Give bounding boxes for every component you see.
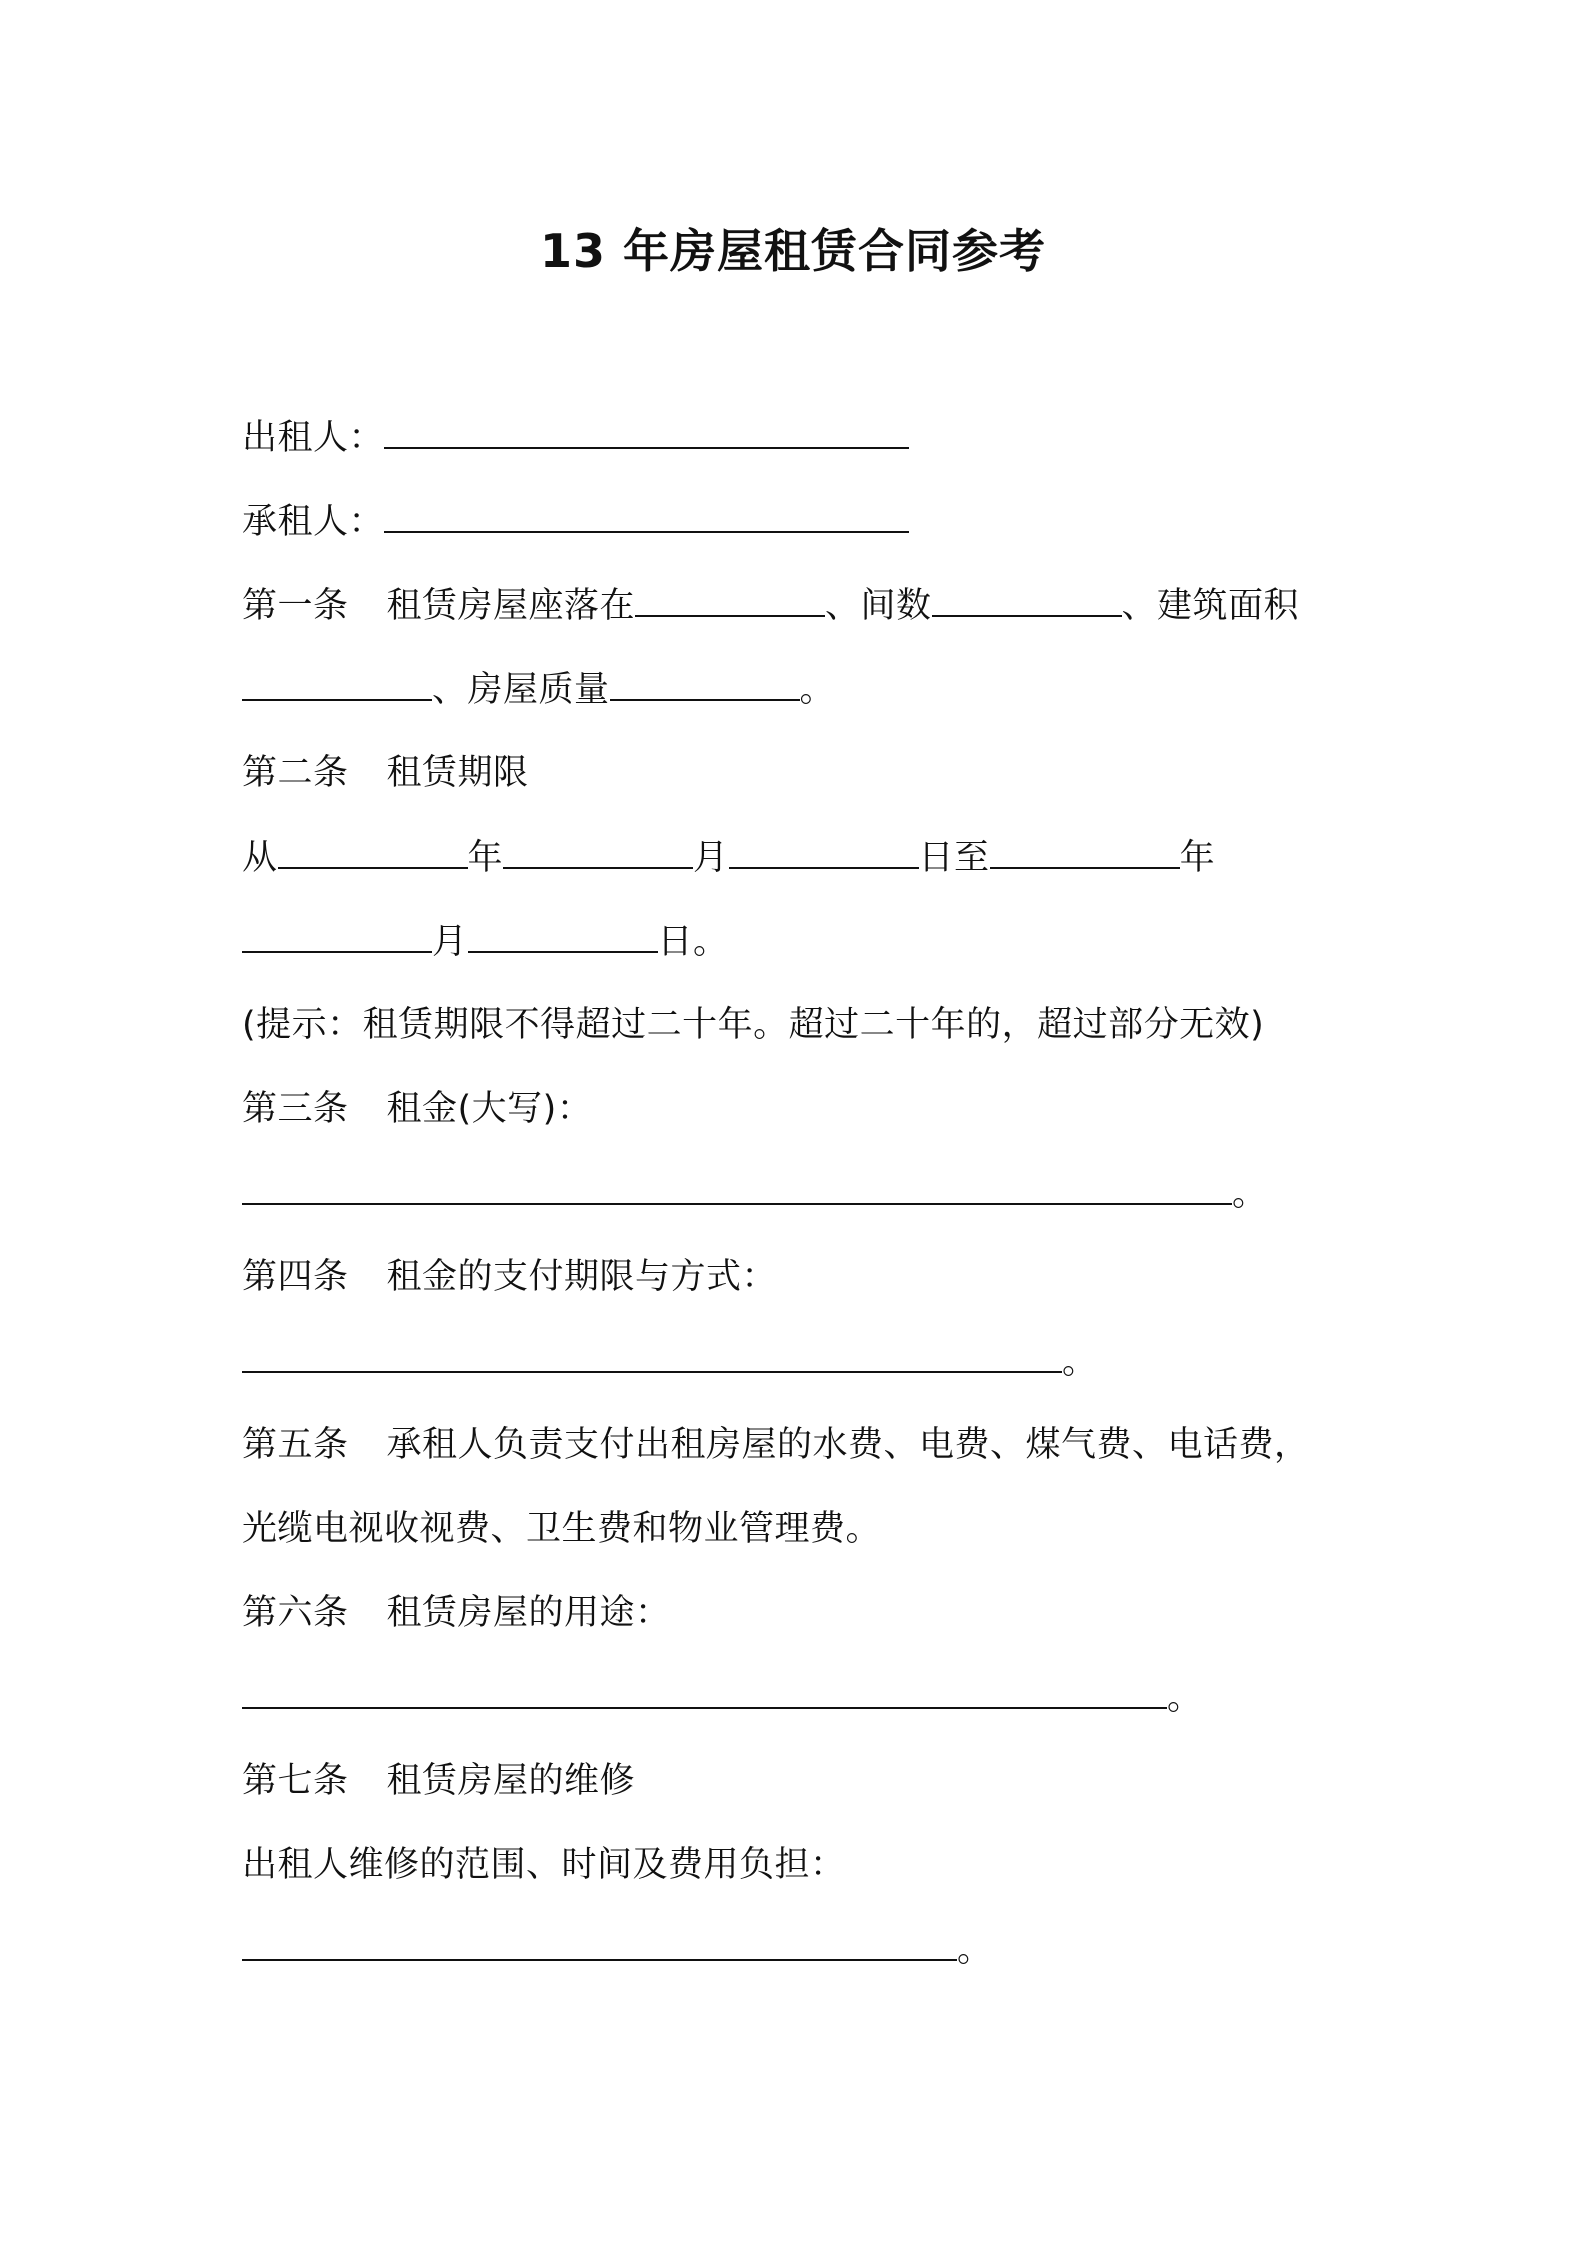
start-year-blank[interactable] — [278, 833, 468, 869]
article-1-end-mark: 。 — [799, 670, 836, 710]
end-year-blank[interactable] — [990, 833, 1180, 869]
article-7-end-mark: 。 — [957, 1930, 993, 1970]
repair-terms-blank[interactable] — [242, 1925, 957, 1961]
location-blank[interactable] — [635, 581, 825, 617]
article-3-end-mark: 。 — [1232, 1174, 1268, 1214]
article-4-line-2 — [242, 1337, 1098, 1386]
article-2-line-1 — [242, 749, 529, 797]
article-1-heading: 第一条 — [242, 586, 349, 626]
article-6-line-2 — [242, 1673, 1203, 1722]
article-1-line-2 — [242, 665, 835, 714]
usage-blank[interactable] — [242, 1673, 1167, 1709]
article-6-end-mark: 。 — [1167, 1678, 1203, 1718]
article-6-title: 租赁房屋的用途： — [386, 1593, 671, 1633]
article-4-end-mark: 。 — [1062, 1342, 1098, 1382]
rent-amount-blank[interactable] — [242, 1169, 1232, 1205]
article-3-line-2 — [242, 1169, 1268, 1218]
payment-terms-blank[interactable] — [242, 1337, 1062, 1373]
lessee-blank[interactable] — [384, 497, 909, 533]
start-month-blank[interactable] — [503, 833, 693, 869]
article-2-heading: 第二条 — [242, 753, 349, 793]
article-1-rooms-label: 、间数 — [825, 586, 932, 626]
document-title: 13 年房屋租赁合同参考 — [539, 224, 1047, 278]
area-blank[interactable] — [242, 665, 432, 701]
article-5-line-1 — [242, 1421, 1310, 1469]
article-7-heading: 第七条 — [242, 1761, 349, 1801]
article-1-location-label: 租赁房屋座落在 — [386, 586, 636, 626]
article-5-line-2: 光缆电视收视费、卫生费和物业管理费。 — [242, 1509, 882, 1549]
article-1-line-1 — [242, 581, 1299, 630]
month-label: 月 — [693, 838, 729, 878]
year-label: 年 — [467, 838, 504, 878]
month-label-2: 月 — [432, 922, 468, 962]
article-1-quality-label: 、房屋质量 — [432, 670, 610, 710]
from-label: 从 — [242, 838, 278, 878]
lessor-label: 出租人： — [242, 418, 385, 458]
article-2-line-3 — [242, 917, 729, 966]
quality-blank[interactable] — [610, 665, 800, 701]
day-to-label: 日至 — [918, 838, 990, 878]
article-4-line-1 — [242, 1253, 777, 1301]
lessor-blank[interactable] — [384, 413, 909, 449]
article-3-title: 租金(大写)： — [386, 1089, 593, 1129]
end-month-blank[interactable] — [242, 917, 432, 953]
article-7-title: 租赁房屋的维修 — [386, 1761, 636, 1801]
article-5-heading: 第五条 — [242, 1425, 349, 1465]
year-label-2: 年 — [1179, 838, 1216, 878]
article-3-line-1 — [242, 1085, 592, 1133]
start-day-blank[interactable] — [729, 833, 919, 869]
lessee-label: 承租人： — [242, 502, 385, 542]
lessor-line — [242, 413, 909, 462]
article-4-heading: 第四条 — [242, 1257, 349, 1297]
article-6-heading: 第六条 — [242, 1593, 349, 1633]
article-6-line-1 — [242, 1589, 671, 1637]
article-5-text-1: 承租人负责支付出租房屋的水费、电费、煤气费、电话费， — [386, 1425, 1310, 1465]
article-2-line-2 — [242, 833, 1215, 882]
article-3-heading: 第三条 — [242, 1089, 349, 1129]
article-7-line-3 — [242, 1925, 993, 1974]
end-day-blank[interactable] — [468, 917, 658, 953]
article-4-title: 租金的支付期限与方式： — [386, 1257, 778, 1297]
day-end-label: 日。 — [657, 922, 729, 962]
article-1-area-label: 、建筑面积 — [1121, 586, 1300, 626]
lessee-line — [242, 497, 909, 546]
article-7-subtitle: 出租人维修的范围、时间及费用负担： — [242, 1845, 846, 1885]
article-7-line-1 — [242, 1757, 635, 1805]
article-2-hint: (提示：租赁期限不得超过二十年。超过二十年的，超过部分无效) — [242, 1005, 1265, 1045]
article-2-title: 租赁期限 — [386, 753, 529, 793]
rooms-blank[interactable] — [932, 581, 1122, 617]
